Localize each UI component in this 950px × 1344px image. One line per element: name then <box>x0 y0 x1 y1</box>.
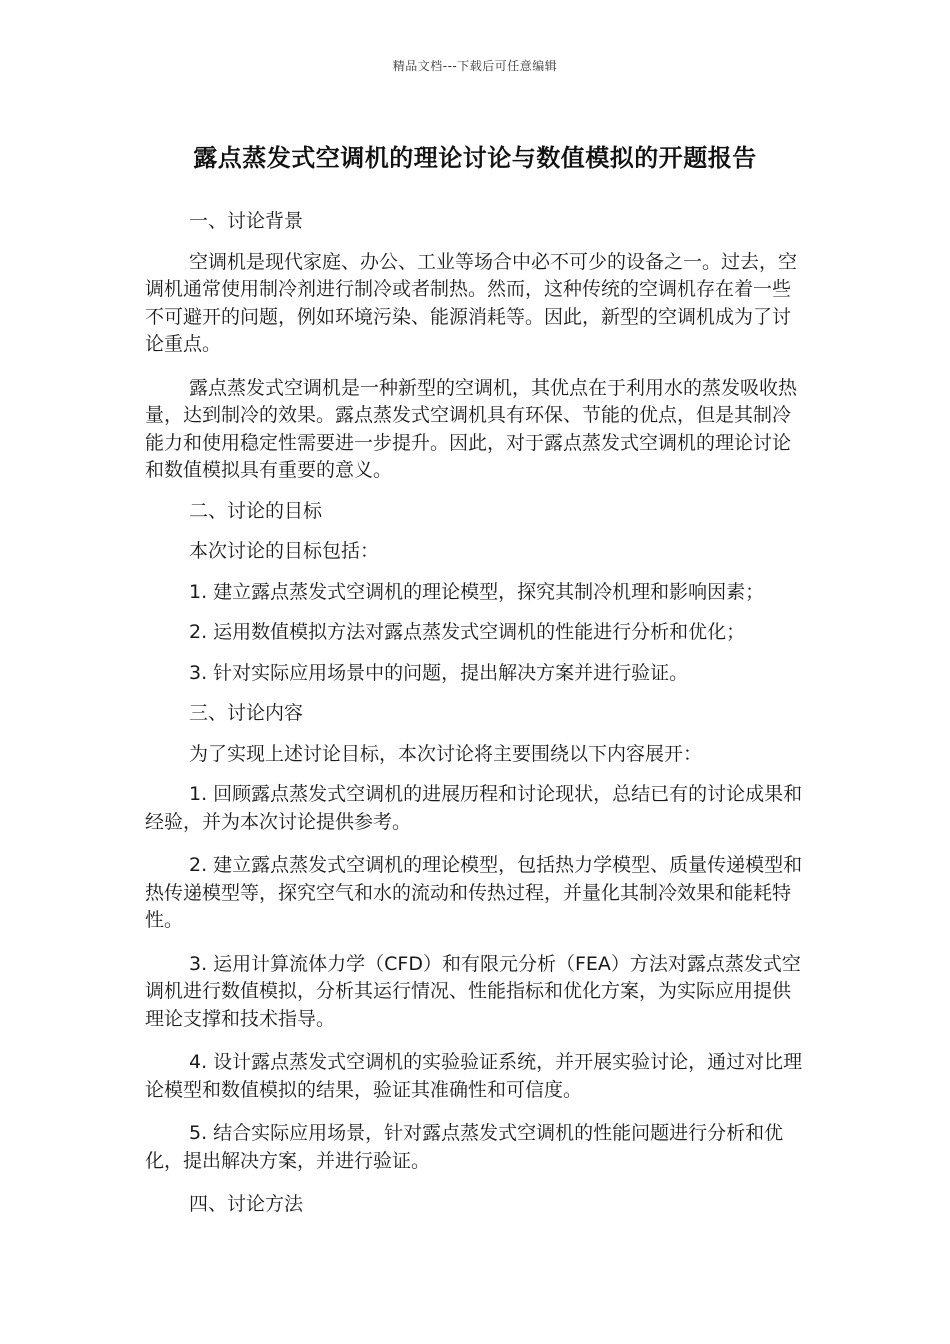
document-body <box>145 208 805 1219</box>
document-title: 露点蒸发式空调机的理论讨论与数值模拟的开题报告 <box>193 144 757 172</box>
content-item-5: 5. 结合实际应用场景，针对露点蒸发式空调机的性能问题进行分析和优化，提出解决方案，并进行验证。 <box>145 1122 784 1172</box>
goal-item-3: 3. 针对实际应用场景中的问题，提出解决方案并进行验证。 <box>189 661 689 684</box>
goal-item-1: 1. 建立露点蒸发式空调机的理论模型，探究其制冷机理和影响因素； <box>189 580 765 603</box>
header-note: 精品文档---下载后可任意编辑 <box>392 59 558 73</box>
content-item-2: 2. 建立露点蒸发式空调机的理论模型，包括热力学模型、质量传递模型和热传递模型等，探究空气和水的流动和传热过程，并量化其制冷效果和能耗特性。 <box>145 854 803 931</box>
section-heading-method: 四、讨论方法 <box>189 1193 304 1215</box>
content-item-1: 1. 回顾露点蒸发式空调机的进展历程和讨论现状，总结已有的讨论成果和经验，并为本次讨论提供参考。 <box>145 783 803 833</box>
section-heading-content: 三、讨论内容 <box>189 702 304 724</box>
paragraph-background-1: 空调机是现代家庭、办公、工业等场合中必不可少的设备之一。过去，空调机通常使用制冷剂进行制冷或者制热。然而，这种传统的空调机存在着一些不可避开的问题，例如环境污染、能源消耗等。因此，新型的空调机成为了讨论重点。 <box>145 250 798 355</box>
paragraph-background-2: 露点蒸发式空调机是一种新型的空调机，其优点在于利用水的蒸发吸收热量，达到制冷的效果。露点蒸发式空调机具有环保、节能的优点，但是其制冷能力和使用稳定性需要进一步提升。因此，对于露点蒸发式空调机的理论讨论和数值模拟具有重要的意义。 <box>145 376 798 481</box>
paragraph-content-intro: 为了实现上述讨论目标，本次讨论将主要围绕以下内容展开： <box>189 742 703 765</box>
content-item-3: 3. 运用计算流体力学（CFD）和有限元分析（FEA）方法对露点蒸发式空调机进行数值模拟，分析其运行情况、性能指标和优化方案，为实际应用提供理论支撑和技术指导。 <box>145 952 801 1030</box>
section-heading-background: 一、讨论背景 <box>189 210 304 232</box>
paragraph-goals-intro: 本次讨论的目标包括： <box>189 540 380 562</box>
goal-item-2: 2. 运用数值模拟方法对露点蒸发式空调机的性能进行分析和优化； <box>189 621 746 643</box>
section-heading-goals: 二、讨论的目标 <box>189 499 323 522</box>
content-item-4: 4. 设计露点蒸发式空调机的实验验证系统，并开展实验讨论，通过对比理论模型和数值模拟的结果，验证其准确性和可信度。 <box>145 1051 803 1101</box>
